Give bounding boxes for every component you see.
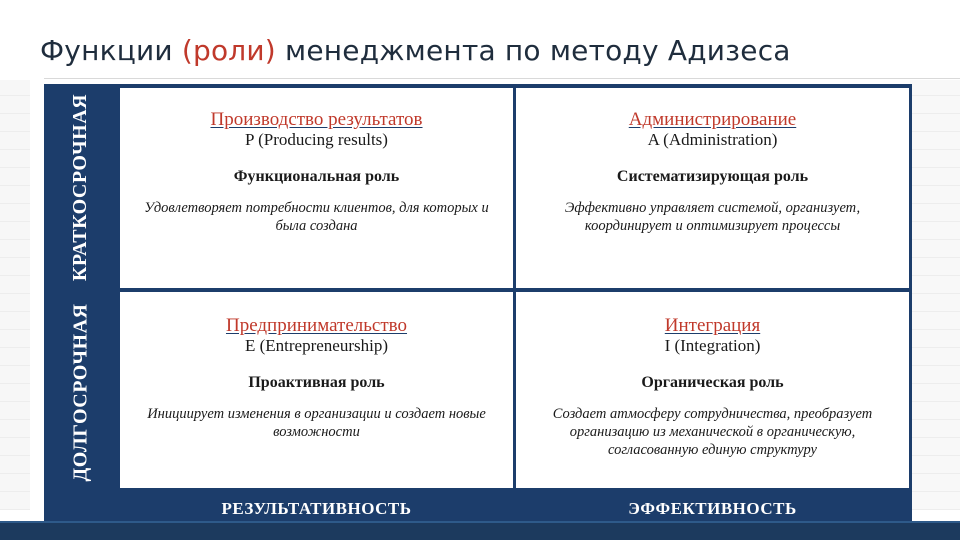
role-code: A (Administration)	[647, 130, 778, 149]
role-type: Органическая роль	[641, 374, 784, 391]
bottom-label-effectiveness: РЕЗУЛЬТАТИВНОСТЬ	[221, 499, 412, 518]
role-code: I (Integration)	[664, 336, 761, 355]
title-divider	[44, 78, 960, 79]
side-label-long-term	[44, 290, 118, 494]
cell-administration	[516, 88, 909, 288]
adizes-roles-matrix	[44, 84, 912, 526]
title-accent-text: (роли)	[181, 34, 276, 67]
cell-producing-results	[120, 88, 513, 288]
cell-entrepreneurship	[120, 292, 513, 488]
decorative-panel-left	[0, 80, 30, 510]
role-type: Функциональная роль	[233, 168, 400, 185]
role-title: Предпринимательство	[225, 315, 408, 336]
title-text-end: менеджмента по методу Адизеса	[285, 34, 791, 67]
cell-integration	[516, 292, 909, 488]
role-title: Производство результатов	[210, 109, 423, 130]
side-label-short-term	[44, 84, 118, 290]
role-type: Систематизирующая роль	[616, 168, 809, 185]
footer-bar	[0, 521, 960, 540]
title-text-start: Функции	[40, 34, 173, 67]
page-title	[40, 34, 791, 67]
role-code: E (Entrepreneurship)	[244, 336, 389, 355]
role-type: Проактивная роль	[248, 374, 385, 391]
role-title: Администрирование	[628, 109, 797, 130]
side-label-long-term-text: ДОЛГОСРОЧНАЯ	[69, 303, 92, 481]
role-description: Инициирует изменения в организации и создает новые возможности	[147, 406, 486, 440]
bottom-label-efficiency: ЭФФЕКТИВНОСТЬ	[628, 499, 797, 518]
decorative-panel-right	[910, 80, 960, 510]
side-label-short-term-text: КРАТКОСРОЧНАЯ	[69, 93, 92, 281]
role-description: Эффективно управляет системой, организует, координирует и оптимизирует процессы	[564, 200, 861, 234]
role-description: Удовлетворяет потребности клиентов, для которых и была создана	[144, 200, 489, 234]
role-title: Интеграция	[664, 315, 761, 336]
role-code: P (Producing results)	[245, 130, 388, 149]
role-description: Создает атмосферу сотрудничества, преобразует организацию из механической в органическую, согласованную единую структуру	[552, 406, 873, 458]
